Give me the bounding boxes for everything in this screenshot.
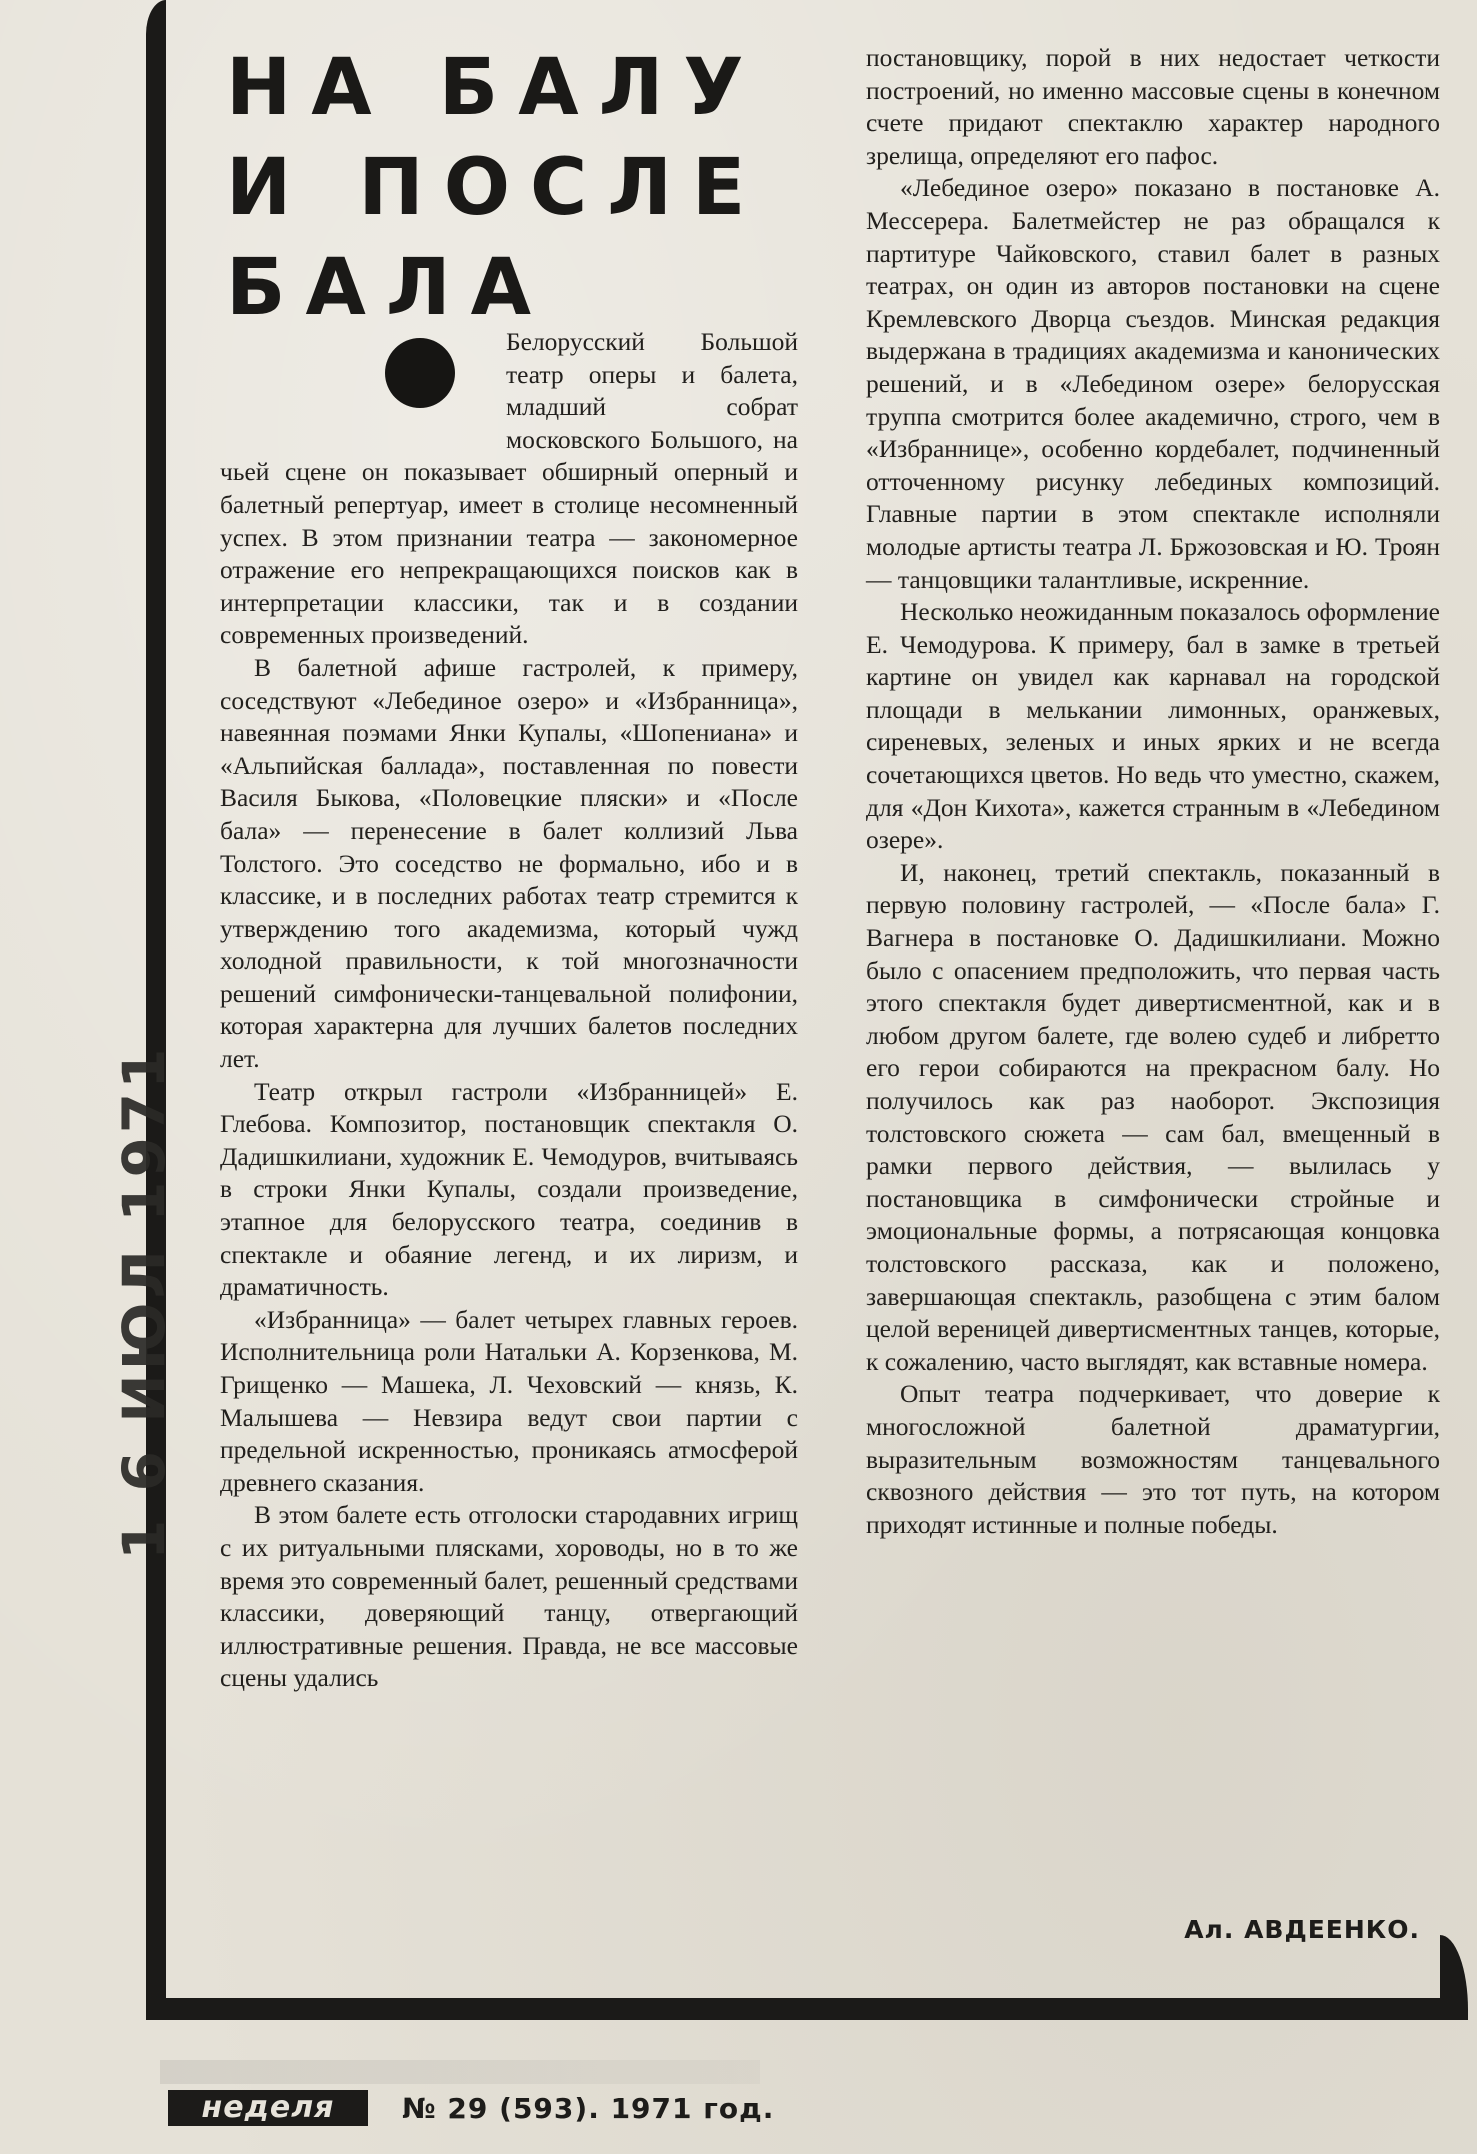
article-author: Ал. АВДЕЕНКО. <box>1184 1915 1420 1944</box>
headline-line-1: НА БАЛУ <box>226 43 764 133</box>
headline-line-2: И ПОСЛЕ <box>226 143 766 233</box>
publication-footer <box>168 2085 774 2131</box>
frame-bottom-border <box>146 1998 1466 2020</box>
paragraph: Театр открыл гастроли «Избранницей» Е. Глебова. Композитор, постановщик спектакля О. Дадишкилиани, художник Е. Чемодуров, вчитываясь в строки Янки Купалы, создали произведение, этапное для белорусского театра, соединив в спектакле и обаяние легенд, и их лиризм, и драматичность. <box>220 1076 798 1302</box>
paragraph: «Лебединое озеро» показано в постановке А. Мессерера. Балетмейстер не раз обращался к партитуре Чайковского, ставил балет в разных театрах, он один из авторов постановки на сцене Кремлевского Дворца съездов. Минская редакция выдержана в традициях академизма и канонических решений, и в «Лебедином озере» белорусская труппа смотрится более академично, строго, чем в «Избраннице», особенно кордебалет, подчиненный отточенному рисунку лебединых композиций. Главные партии в этом спектакле исполняли молодые артисты театра Л. Бржозовская и Ю. Троян — танцовщики талантливые, искренние. <box>866 173 1440 594</box>
article-headline <box>226 38 826 338</box>
paragraph: Опыт театра подчеркивает, что доверие к многосложной балетной драматургии, выразительным возможностям танцевального сквозного действия — это тот путь, на котором приходят истинные и полные победы. <box>866 1379 1440 1539</box>
paragraph: В этом балете есть отголоски стародавних игрищ с их ритуальными плясками, хороводы, но в то же время это современный балет, решенный средствами классики, доверяющий танцу, отвергающий иллюстративные решения. Правда, не все массовые сцены удались <box>220 1500 798 1693</box>
bleed-through-shadow <box>160 2060 760 2084</box>
publication-logo: неделя <box>168 2090 368 2126</box>
frame-right-corner <box>1440 1935 1468 2020</box>
paragraph: Несколько неожиданным показалось оформление Е. Чемодурова. К примеру, бал в замке в третьей картине он увидел как карнавал на городской площади в мелькании лимонных, оранжевых, сиреневых, зеленых и иных ярких и не всегда сочетающихся цветов. Но ведь что уместно, скажем, для «Дон Кихота», кажется странным в «Лебедином озере». <box>866 597 1440 855</box>
frame-left-border <box>146 0 166 2020</box>
paragraph: В балетной афише гастролей, к примеру, соседствуют «Лебединое озеро» и «Избранница», навеянная поэмами Янки Купалы, «Шопениана» и «Альпийская баллада», поставленная по повести Василя Быкова, «Половецкие пляски» и «После бала» — перенесение в балет коллизий Льва Толстого. Это соседство не формально, ибо и в классике, и в последних работах театр стремится к утверждению того академизма, который чужд холодной правильности, к той многозначности решений симфонически-танцевальной полифонии, которая характерна для лучших балетов последних лет. <box>220 652 798 1074</box>
paragraph: И, наконец, третий спектакль, показанный в первую половину гастролей, — «После бала» Г. Вагнера в постановке О. Дадишкилиани. Можно было с опасением предположить, что первая часть этого спектакля будет дивертисментной, как и в любом другом балете, где волею судеб и либретто его герои собираются на прекрасном балу. Но получилось как раз наоборот. Экспозиция толстовского сюжета — сам бал, вмещенный в рамки первого действия, — вылилась у постановщика в симфонически стройные и эмоциональные формы, а потрясающая концовка толстовского рассказа, как и положено, завершающая спектакль, разобщена с этим балом целой вереницей дивертисментных танцев, которые, к сожалению, часто выглядят, как вставные номера. <box>866 857 1440 1376</box>
issue-number: № 29 (593). 1971 год. <box>402 2091 775 2125</box>
date-stamp: 1 6 ИЮЛ 1971 <box>110 1044 178 1560</box>
article-column-right <box>866 42 1440 1541</box>
headline-line-3: БАЛА <box>226 243 551 333</box>
article-column-left <box>220 326 798 1695</box>
lead-paragraph: Белорусский Большой театр оперы и балета, младший собрат московского Большого, на чьей сцене он показывает обширный оперный и балетный репертуар, имеет в столице несомненный успех. В этом признании театра — закономерное отражение его непрекращающихся поисков как в интерпретации классики, так и в создании современных произведений. <box>220 327 798 650</box>
lead-indent-spacer <box>220 326 506 426</box>
paragraph-continuation: постановщику, порой в них недостает четкости построений, но именно массовые сцены в конечном счете придают спектаклю характер народного зрелища, определяют его пафос. <box>866 43 1440 170</box>
paragraph: «Избранница» — балет четырех главных героев. Исполнительница роли Натальки А. Корзенкова, М. Грищенко — Машека, Л. Чеховский — князь, К. Малышева — Невзира ведут свои партии с предельной искренностью, проникаясь атмосферой древнего сказания. <box>220 1304 798 1497</box>
